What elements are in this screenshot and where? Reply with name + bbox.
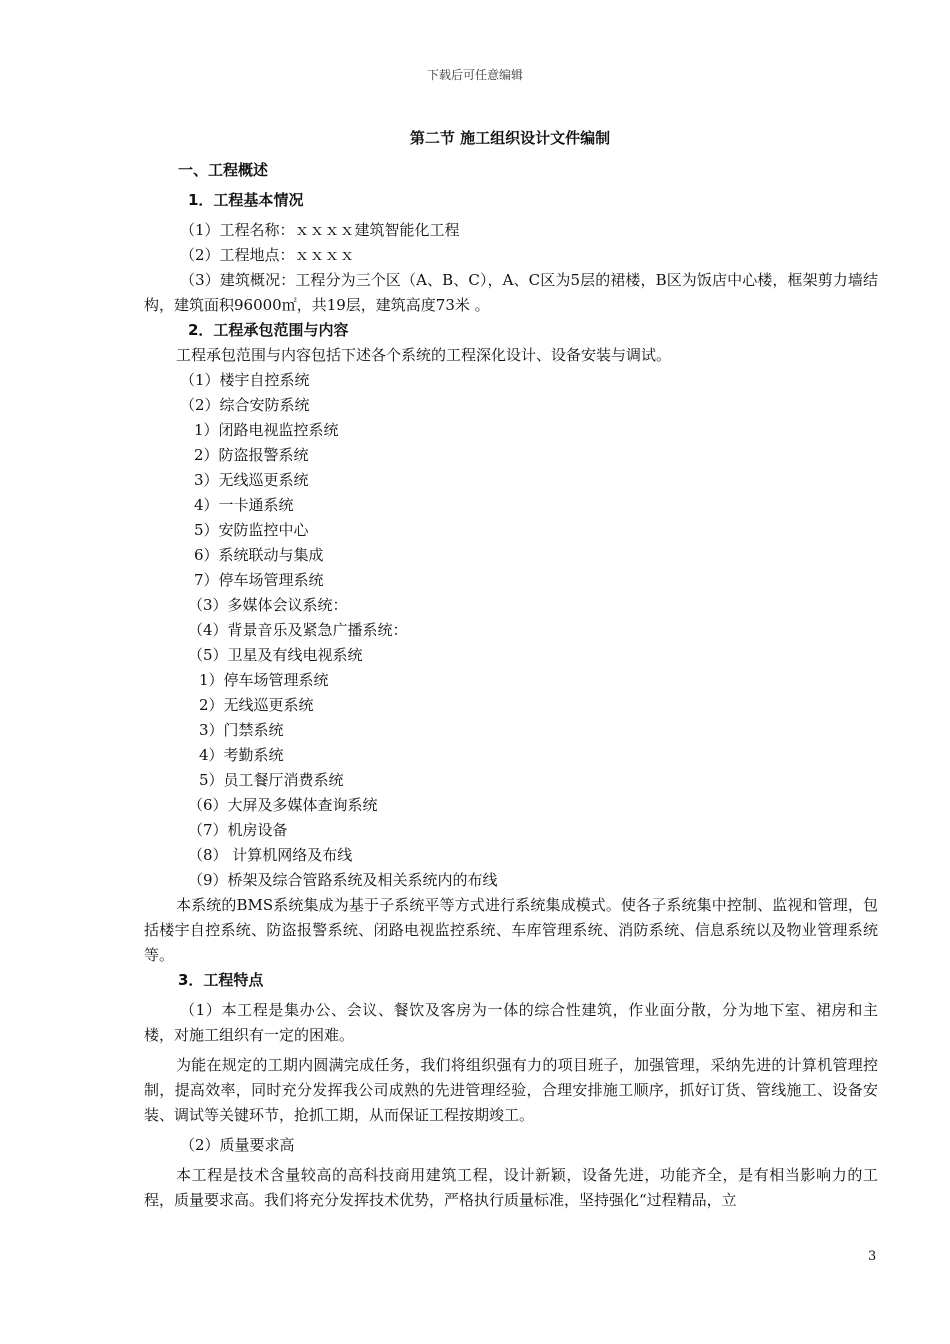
list-item: 4）一卡通系统 [194,496,294,514]
list-item: （3）多媒体会议系统： [188,596,348,614]
heading-features: 3．工程特点 [178,971,264,989]
list-item: （2）综合安防系统 [180,396,310,414]
paragraph: 为能在规定的工期内圆满完成任务，我们将组织强有力的项目班子，加强管理，采纳先进的计算机管理控制，提高效率，同时充分发挥我公司成熟的先进管理经验，合理安排施工顺序，抓好订货、管线施工、设备安装、调试等关键环节，抢抓工期，从而保证工程按期竣工。 [144,1056,878,1124]
list-item: 4）考勤系统 [199,746,284,764]
list-item: 3）无线巡更系统 [194,471,309,489]
section-title: 第二节 施工组织设计文件编制 [409,129,611,147]
list-item: （1）楼宇自控系统 [180,371,310,389]
heading-scope: 2．工程承包范围与内容 [188,321,349,339]
header-note: 下载后可任意编辑 [426,68,523,82]
paragraph: 工程承包范围与内容包括下述各个系统的工程深化设计、设备安装与调试。 [176,346,672,364]
list-item: （6）大屏及多媒体查询系统 [188,796,378,814]
heading-basic-info: 1．工程基本情况 [188,191,304,209]
list-item: 7）停车场管理系统 [194,571,324,589]
list-item: （8） 计算机网络及布线 [188,846,353,864]
list-item: （4）背景音乐及紧急广播系统： [188,621,408,639]
list-item: 6）系统联动与集成 [194,546,324,564]
list-item: （1）工程名称：ｘｘｘｘ建筑智能化工程 [180,221,460,239]
list-item: （7）机房设备 [188,821,288,839]
document-body [144,158,878,1213]
list-item: 2）无线巡更系统 [199,696,314,714]
list-item: 1）闭路电视监控系统 [194,421,339,439]
paragraph: （2）质量要求高 [180,1136,295,1154]
list-item: 2）防盗报警系统 [194,446,309,464]
list-item: 5）安防监控中心 [194,521,309,539]
paragraph: （3）建筑概况：工程分为三个区（A、B、C），A、C区为5层的裙楼，B区为饭店中心楼，框架剪力墙结构，建筑面积96000㎡，共19层，建筑高度73米 。 [144,271,878,314]
paragraph: 本系统的BMS系统集成为基于子系统平等方式进行系统集成模式。使各子系统集中控制、监视和管理，包括楼宇自控系统、防盗报警系统、闭路电视监控系统、车库管理系统、消防系统、信息系统以及物业管理系统等。 [144,896,878,964]
list-item: 5）员工餐厅消费系统 [199,771,344,789]
paragraph: 本工程是技术含量较高的高科技商用建筑工程，设计新颖，设备先进，功能齐全，是有相当影响力的工程，质量要求高。我们将充分发挥技术优势，严格执行质量标准，坚持强化“过程精品，立 [144,1166,878,1209]
list-item: 3）门禁系统 [199,721,284,739]
list-item: （5）卫星及有线电视系统 [188,646,363,664]
list-item: 1）停车场管理系统 [199,671,329,689]
paragraph: （1）本工程是集办公、会议、餐饮及客房为一体的综合性建筑，作业面分散，分为地下室、裙房和主楼，对施工组织有一定的困难。 [144,1001,878,1044]
page-number: 3 [868,1249,877,1264]
heading-overview: 一、工程概述 [178,161,269,179]
list-item: （2）工程地点：ｘｘｘｘ [180,246,355,264]
list-item: （9）桥架及综合管路系统及相关系统内的布线 [188,871,498,889]
